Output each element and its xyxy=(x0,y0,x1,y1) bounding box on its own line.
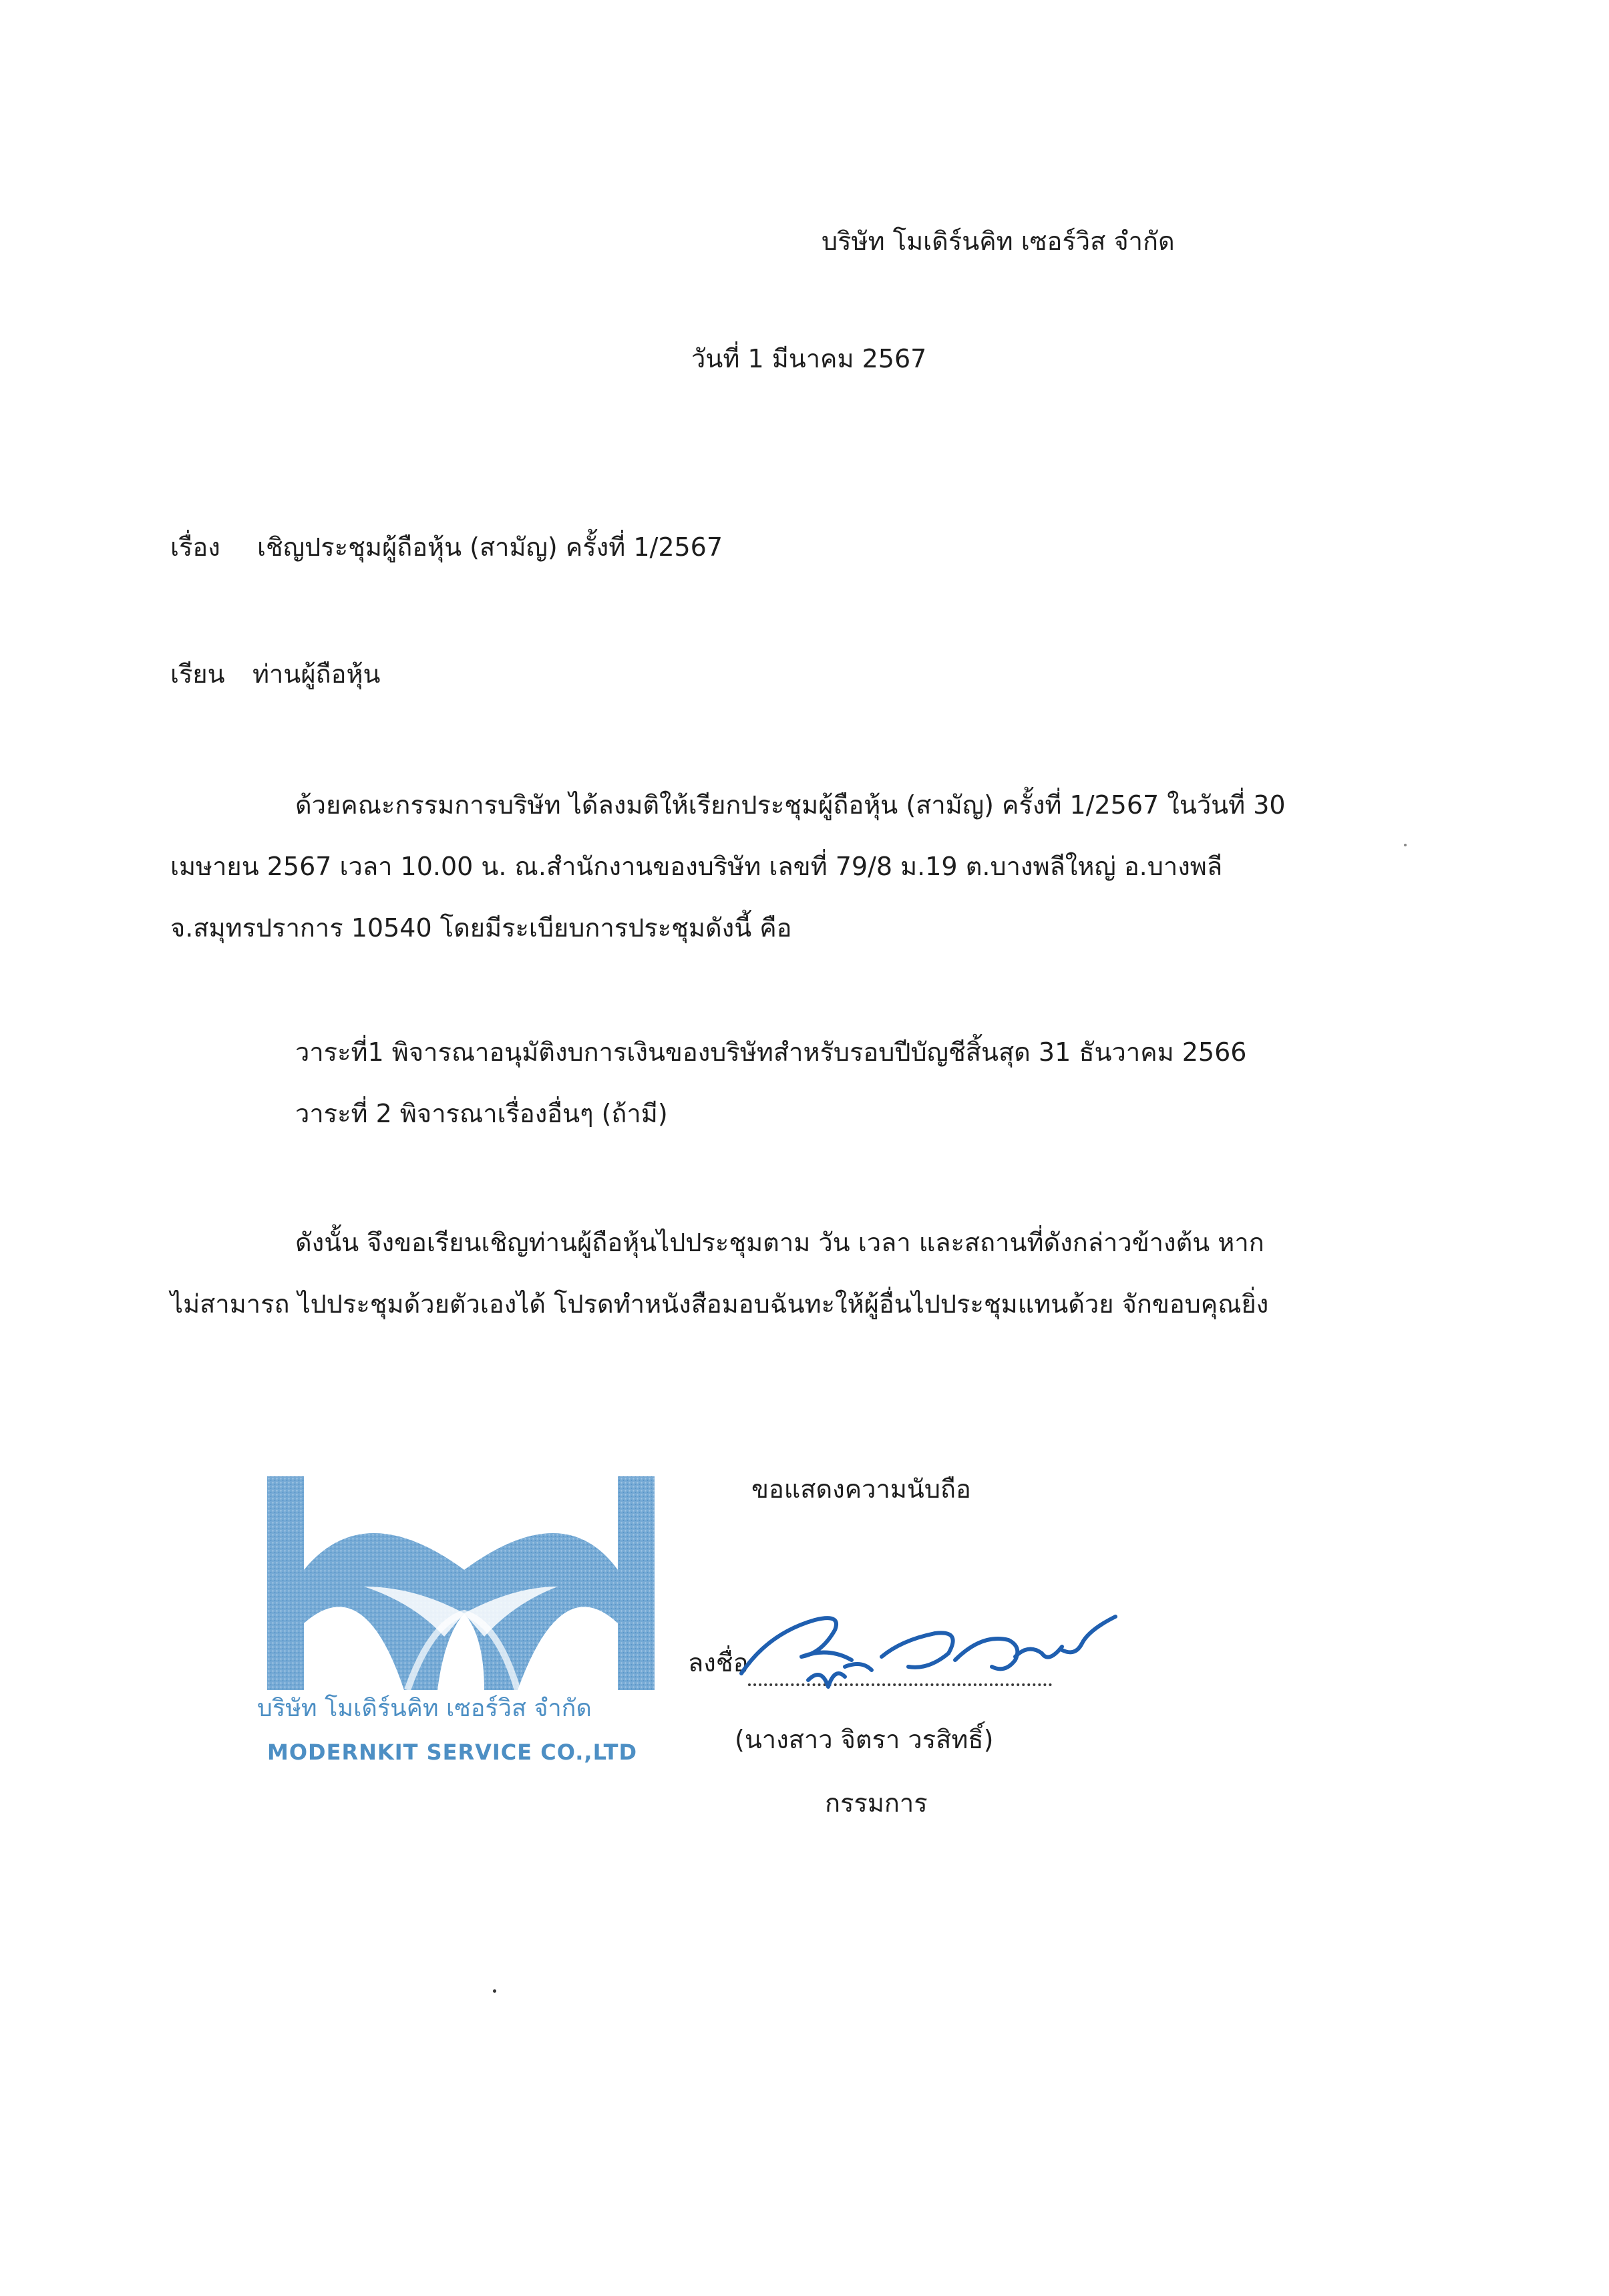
agenda-list xyxy=(295,1029,1246,1152)
company-header: บริษัท โมเดิร์นคิท เซอร์วิส จำกัด xyxy=(822,226,1175,256)
stamp-english-name: MODERNKIT SERVICE CO.,LTD xyxy=(267,1740,638,1765)
subject-label: เรื่อง xyxy=(170,532,220,562)
paragraph-line: ด้วยคณะกรรมการบริษัท ได้ลงมติให้เรียกประชุมผู้ถือหุ้น (สามัญ) ครั้งที่ 1/2567 ในวันที่ 30 xyxy=(295,790,1286,820)
recipient-text: ท่านผู้ถือหุ้น xyxy=(252,659,381,689)
signer-title: กรรมการ xyxy=(825,1788,928,1818)
subject-text: เชิญประชุมผู้ถือหุ้น (สามัญ) ครั้งที่ 1/2567 xyxy=(257,532,723,562)
body-paragraph-2 xyxy=(170,1219,1439,1342)
company-stamp xyxy=(257,1470,665,1770)
paragraph-line: เมษายน 2567 เวลา 10.00 น. ณ.สำนักงานของบริษัท เลขที่ 79/8 ม.19 ต.บางพลีใหญ่ อ.บางพลี xyxy=(170,852,1223,881)
stamp-thai-name: บริษัท โมเดิร์นคิท เซอร์วิส จำกัด xyxy=(257,1695,592,1722)
agenda-item: วาระที่1 พิจารณาอนุมัติงบการเงินของบริษัทสำหรับรอบปีบัญชีสิ้นสุด 31 ธันวาคม 2566 xyxy=(295,1037,1247,1067)
letter-date: วันที่ 1 มีนาคม 2567 xyxy=(691,344,927,373)
paragraph-line: ไม่สามารถ ไปประชุมด้วยตัวเองได้ โปรดทำหนังสือมอบฉันทะให้ผู้อื่นไปประชุมแทนด้วย จักขอบคุณยิ่ง xyxy=(170,1289,1269,1319)
paragraph-line: ดังนั้น จึงขอเรียนเชิญท่านผู้ถือหุ้นไปประชุมตาม วัน เวลา และสถานที่ดังกล่าวข้างต้น หาก xyxy=(295,1228,1264,1257)
handwritten-signature-icon xyxy=(728,1593,1129,1700)
recipient-label: เรียน xyxy=(170,659,225,689)
scan-speck xyxy=(493,1989,496,1993)
signature-prefix: ลงชื่อ xyxy=(688,1648,749,1677)
body-paragraph-1 xyxy=(170,782,1439,966)
company-logo-icon xyxy=(264,1470,658,1690)
signer-name: (นางสาว จิตรา วรสิทธิ์) xyxy=(735,1725,994,1754)
paragraph-line: จ.สมุทรปราการ 10540 โดยมีระเบียบการประชุมดังนี้ คือ xyxy=(170,913,792,943)
agenda-item: วาระที่ 2 พิจารณาเรื่องอื่นๆ (ถ้ามี) xyxy=(295,1099,668,1128)
scan-speck xyxy=(1404,844,1407,846)
closing-salutation: ขอแสดงความนับถือ xyxy=(751,1474,971,1504)
